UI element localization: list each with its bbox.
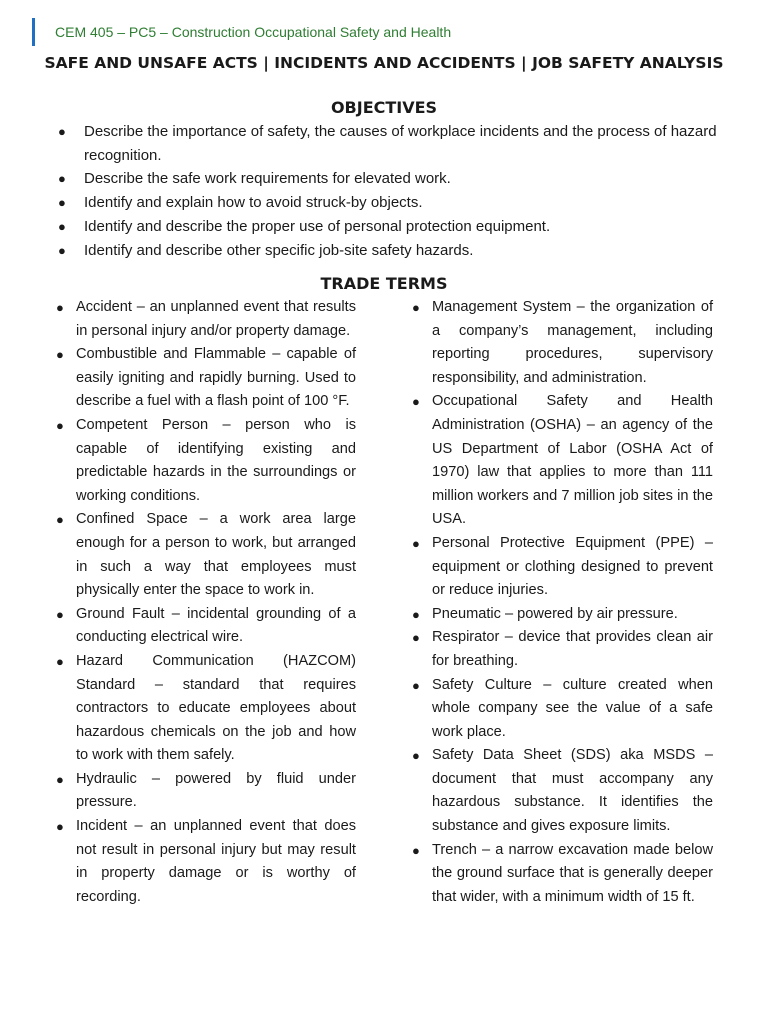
objectives-list: [58, 120, 718, 262]
objective-item: [58, 120, 718, 167]
objective-item: [58, 215, 718, 239]
objective-item: [58, 191, 718, 215]
objective-text: Describe the importance of safety, the causes of workplace incidents and the process of hazard recognition.: [84, 123, 717, 164]
document-title: SAFE AND UNSAFE ACTS | INCIDENTS AND ACCIDENTS | JOB SAFETY ANALYSIS: [44, 54, 724, 72]
trade-term-text: Safety Culture – culture created when whole company see the value of a safe work place.: [432, 676, 713, 740]
trade-term-text: Management System – the organization of a company’s management, including reporting procedures, supervisory responsibility, and administration.: [432, 299, 713, 386]
bullet-icon: ●: [412, 606, 420, 622]
trade-term-item: [56, 508, 356, 602]
trade-term-text: Accident – an unplanned event that results in personal injury and/or property damage.: [76, 299, 356, 339]
objective-text: Describe the safe work requirements for elevated work.: [84, 170, 451, 188]
bullet-icon: ●: [412, 630, 420, 646]
objective-text: Identify and describe the proper use of personal protection equipment.: [84, 217, 551, 235]
bullet-icon: ●: [56, 512, 64, 528]
bullet-icon: ●: [56, 347, 64, 363]
trade-term-item: [56, 414, 356, 508]
trade-term-text: Hazard Communication (HAZCOM) Standard – standard that requires contractors to educate employees about hazardous chemicals on the job and how to work with them safely.: [76, 652, 356, 764]
objective-item: [58, 167, 718, 191]
objective-text: Identify and describe other specific job-site safety hazards.: [84, 241, 474, 259]
bullet-icon: ●: [58, 218, 66, 234]
trade-term-text: Respirator – device that provides clean air for breathing.: [432, 629, 713, 669]
bullet-icon: ●: [412, 748, 420, 764]
trade-term-text: Personal Protective Equipment (PPE) – equipment or clothing designed to prevent or reduce injuries.: [432, 534, 713, 599]
trade-term-text: Combustible and Flammable – capable of easily igniting and rapidly burning. Used to describe a fuel with a flash point of 100 °F.: [76, 346, 356, 410]
trade-term-item: [412, 674, 713, 745]
bullet-icon: ●: [56, 300, 64, 315]
header-accent-bar: [32, 18, 35, 46]
bullet-icon: ●: [56, 653, 64, 669]
trade-terms-left-column: [56, 296, 356, 909]
bullet-icon: ●: [412, 535, 420, 551]
trade-term-item: [412, 839, 713, 910]
trade-term-text: Trench – a narrow excavation made below the ground surface that is generally deeper that wider, with a minimum width of 15 ft.: [432, 841, 713, 905]
bullet-icon: ●: [58, 195, 66, 211]
trade-terms-right-column: [412, 296, 713, 909]
trade-term-item: [412, 532, 713, 603]
bullet-icon: ●: [412, 394, 420, 410]
bullet-icon: ●: [56, 771, 64, 787]
trade-term-item: [56, 603, 356, 650]
trade-term-item: [56, 768, 356, 815]
bullet-icon: ●: [56, 417, 64, 433]
course-title: CEM 405 – PC5 – Construction Occupational Safety and Health: [55, 24, 452, 40]
bullet-icon: ●: [58, 242, 66, 258]
bullet-icon: ●: [412, 300, 420, 315]
trade-term-text: Competent Person – person who is capable of identifying existing and predictable hazards in the surroundings or working conditions.: [76, 416, 356, 504]
trade-terms-heading: TRADE TERMS: [320, 274, 448, 293]
trade-term-item: [56, 650, 356, 768]
trade-term-text: Safety Data Sheet (SDS) aka MSDS – document that must accompany any hazardous substance. It identifies the substance and gives exposure limits.: [432, 747, 713, 835]
page-header: [32, 18, 451, 46]
trade-term-item: [56, 296, 356, 343]
bullet-icon: ●: [58, 124, 66, 139]
objective-text: Identify and explain how to avoid struck-by objects.: [84, 194, 423, 212]
objective-item: [58, 239, 718, 263]
bullet-icon: ●: [58, 171, 66, 187]
trade-term-text: Confined Space – a work area large enough for a person to work, but arranged in such a way that employees must physically enter the space to work in.: [76, 511, 356, 599]
trade-term-item: [412, 603, 713, 627]
trade-term-item: [412, 390, 713, 532]
trade-term-item: [56, 815, 356, 909]
bullet-icon: ●: [412, 842, 420, 858]
trade-term-item: [56, 343, 356, 414]
trade-term-text: Pneumatic – powered by air pressure.: [432, 605, 678, 622]
bullet-icon: ●: [56, 606, 64, 622]
trade-term-item: [412, 626, 713, 673]
trade-term-item: [412, 744, 713, 838]
trade-term-text: Incident – an unplanned event that does not result in personal injury but may result in property damage or is worthy of recording.: [76, 818, 356, 905]
trade-term-text: Hydraulic – powered by fluid under pressure.: [76, 770, 356, 811]
trade-term-text: Occupational Safety and Health Administration (OSHA) – an agency of the US Department of Labor (OSHA Act of 1970) law that applies to more than 111 million workers and 7 million job sites in the USA.: [432, 393, 713, 528]
trade-term-text: Ground Fault – incidental grounding of a conducting electrical wire.: [76, 605, 356, 646]
objectives-heading: OBJECTIVES: [330, 98, 438, 117]
bullet-icon: ●: [56, 819, 64, 835]
trade-term-item: [412, 296, 713, 390]
bullet-icon: ●: [412, 677, 420, 693]
